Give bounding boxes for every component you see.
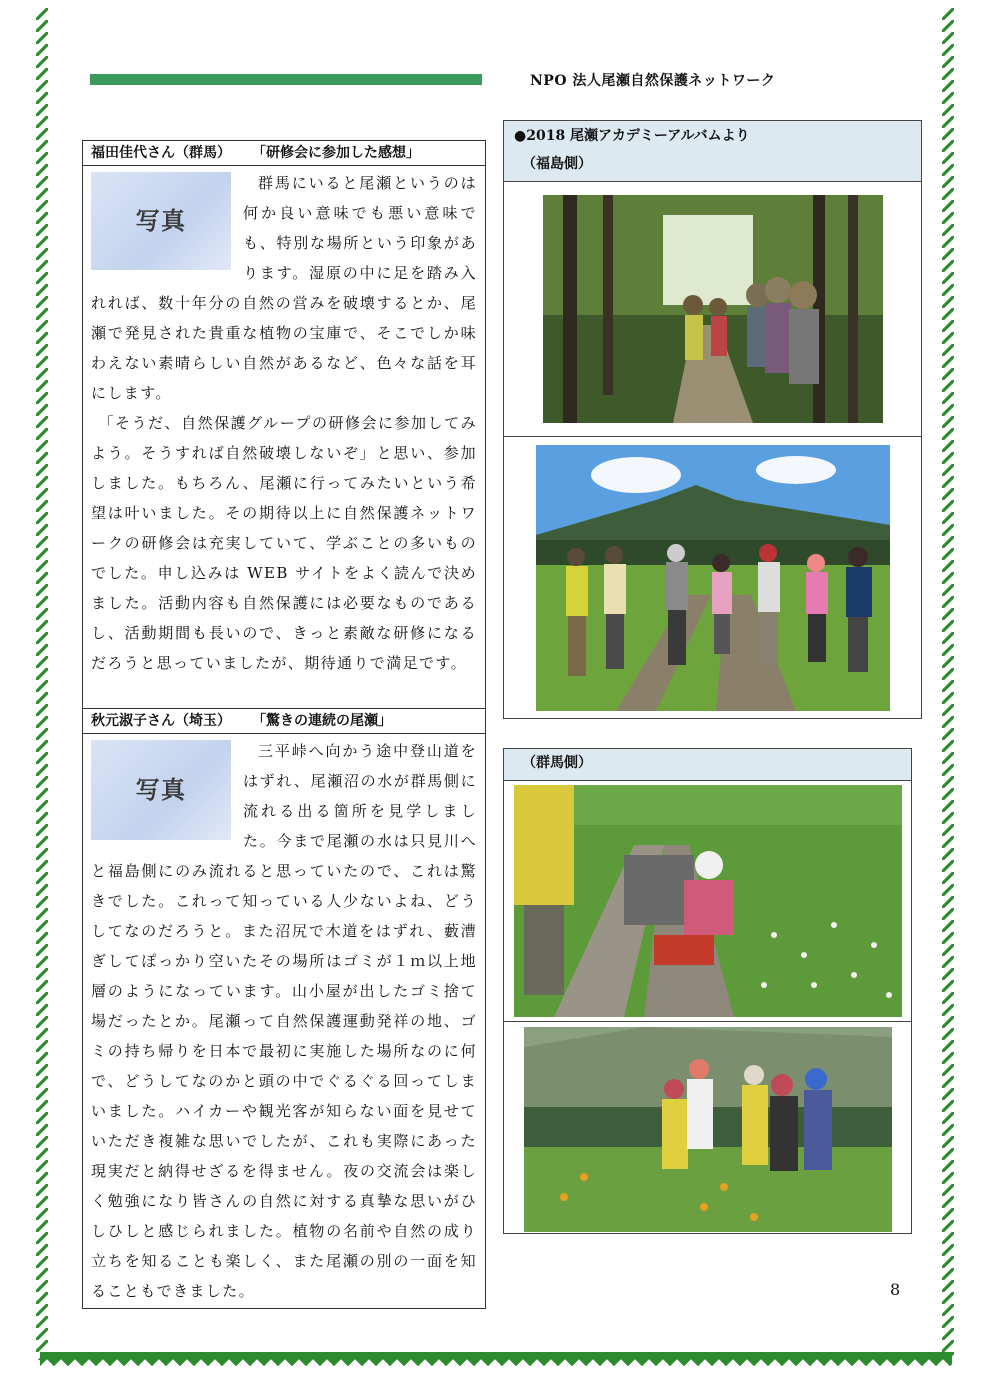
article-akimoto xyxy=(82,708,486,1309)
header-green-bar xyxy=(90,74,482,85)
article-fukuda-body xyxy=(83,166,485,678)
photo-forest-trail xyxy=(543,195,883,423)
photo-cell-4 xyxy=(504,1021,911,1237)
article-paragraph: 群馬にいると尾瀬というのは何か良い意味でも悪い意味でも、特別な場所という印象があります。湿原の中に足を踏み入れれば、数十年分の自然の営みを破壊するとか、尾瀬で発見された貴重な植物の宝庫で、そこでしか味わえない素晴らしい自然があるなど、色々な話を耳にします。 xyxy=(91,174,477,402)
photo-group-flowers xyxy=(524,1027,892,1232)
left-tree-border xyxy=(36,8,48,1360)
page-number: 8 xyxy=(890,1280,901,1299)
album-title: ●2018 尾瀬アカデミーアルバムより xyxy=(514,128,750,144)
article-paragraph: 三平峠へ向かう途中登山道をはずれ、尾瀬沼の水が群馬側に流れる出る箇所を見学しました。今まで尾瀬の水は只見川へと福島側にのみ流れると思っていたので、これは驚きでした。これって知っている人少ないよね、どうしてなのだろうと。また沼尻で木道をはずれ、藪漕ぎしてぽっかり空いたその場所はゴミが１ｍ以上地層のようになっています。山小屋が出したゴミ捨て場だったとか。尾瀬って自然保護運動発祥の地、ゴミの持ち帰りを日本で最初に実施した場所なのに何で、どうしてなのかと頭の中でぐるぐる回ってしまいました。ハイカーや観光客が知らない面を見せていただき複雑な思いでしたが、これも実際にあった現実だと納得せざるを得ません。夜の交流会は楽しく勉強になり皆さんの自然に対する真摯な思いがひしひしと感じられました。植物の名前や自然の成り立ちを知ることも楽しく、また尾瀬の別の一面を知ることもできました。 xyxy=(91,742,477,1300)
article-author: 秋元淑子さん（埼玉） xyxy=(91,713,231,729)
photo-placeholder: 写真 xyxy=(91,172,231,270)
photo-cell-3 xyxy=(504,781,911,1021)
article-topic: 「驚きの連続の尾瀬」 xyxy=(259,713,392,729)
header-organization: NPO 法人尾瀬自然保護ネットワーク xyxy=(530,73,776,89)
album-gunma-heading xyxy=(504,749,911,781)
album-fukushima-panel xyxy=(503,120,922,719)
article-fukuda xyxy=(82,140,486,710)
article-topic: 「研修会に参加した感想」 xyxy=(259,145,420,161)
photo-cell-1 xyxy=(504,182,921,436)
article-paragraph: 「そうだ、自然保護グループの研修会に参加してみよう。そうすれば自然破壊しないぞ」と思い、参加しました。もちろん、尾瀬に行ってみたいという希望は叶いました。その期待以上に自然保護ネットワークの研修会は充実していて、学ぶことの多いものでした。申し込みは WEB サイトをよく読んで決めました。活動内容も自然保護には必要なものであるし、活動期間も長いので、きっと素敵な研修になるだろうと思っていましたが、期待通りで満足です。 xyxy=(91,414,477,672)
article-akimoto-body xyxy=(83,734,485,1306)
photo-boardwalk-crouching xyxy=(514,785,902,1017)
album-heading xyxy=(504,121,921,182)
album-gunma-panel xyxy=(503,748,912,1234)
bottom-tree-border xyxy=(40,1352,952,1366)
photo-cell-2 xyxy=(504,436,921,719)
album-fukushima-label: （福島側） xyxy=(522,156,592,172)
right-tree-border xyxy=(942,8,954,1360)
album-gunma-label: （群馬側） xyxy=(522,755,592,771)
article-akimoto-title xyxy=(83,708,485,734)
photo-group-wetland xyxy=(536,445,890,711)
article-author: 福田佳代さん（群馬） xyxy=(91,145,231,161)
article-fukuda-title xyxy=(83,141,485,166)
photo-placeholder: 写真 xyxy=(91,740,231,840)
